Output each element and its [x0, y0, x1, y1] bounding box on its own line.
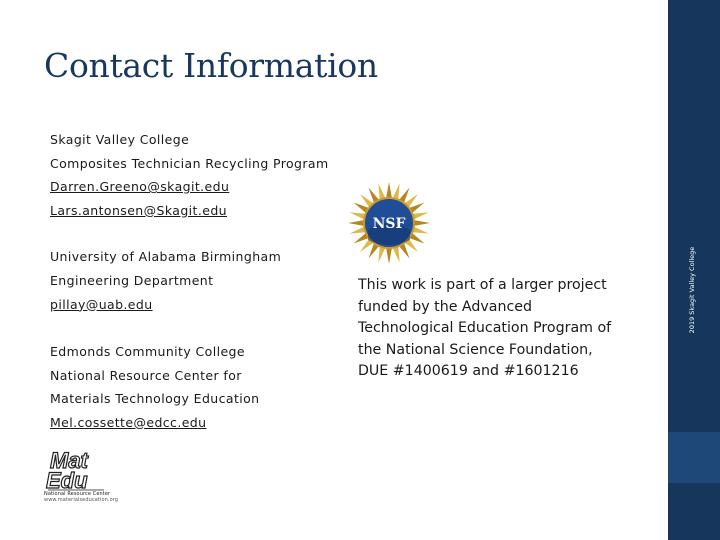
- matedu-subtitle: National Resource Center: [44, 491, 111, 497]
- nsf-ray: [386, 182, 392, 199]
- sidebar-note: 2019 Skagit Valley College: [688, 246, 696, 334]
- edmonds-org: Edmonds Community College: [50, 344, 245, 360]
- edmonds-center-line-1: National Resource Center for: [50, 367, 242, 383]
- email-link-darren[interactable]: Darren.Greeno@skagit.edu: [50, 179, 230, 195]
- matedu-url: www.materialseducation.org: [44, 497, 119, 503]
- nsf-logo: [346, 180, 432, 266]
- sidebar-tile: [668, 432, 720, 483]
- matedu-wordmark-bottom: Edu: [46, 468, 88, 493]
- page-title: Contact Information: [44, 46, 378, 85]
- uab-org: University of Alabama Birmingham: [50, 249, 282, 265]
- email-link-lars[interactable]: Lars.antonsen@Skagit.edu: [50, 202, 227, 218]
- nsf-ray: [348, 220, 365, 226]
- email-link-pillay[interactable]: pillay@uab.edu: [50, 296, 153, 312]
- email-link-mel[interactable]: Mel.cossette@edcc.edu: [50, 414, 207, 430]
- nsf-label: NSF: [372, 216, 406, 232]
- contact-list: [50, 128, 350, 435]
- matedu-wordmark-top: Mat: [50, 448, 88, 473]
- funding-statement: This work is part of a larger project funded by the Advanced Technological Education Program of the National Science Foundation, DUE #1400619 and #1601216: [358, 277, 612, 380]
- uab-dept: Engineering Department: [50, 272, 214, 288]
- edmonds-center-line-2: Materials Technology Education: [50, 391, 260, 407]
- skagit-org: Skagit Valley College: [50, 132, 190, 147]
- nsf-ray: [413, 220, 430, 226]
- skagit-program: Composites Technician Recycling Program: [50, 155, 329, 171]
- nsf-ray: [386, 247, 392, 264]
